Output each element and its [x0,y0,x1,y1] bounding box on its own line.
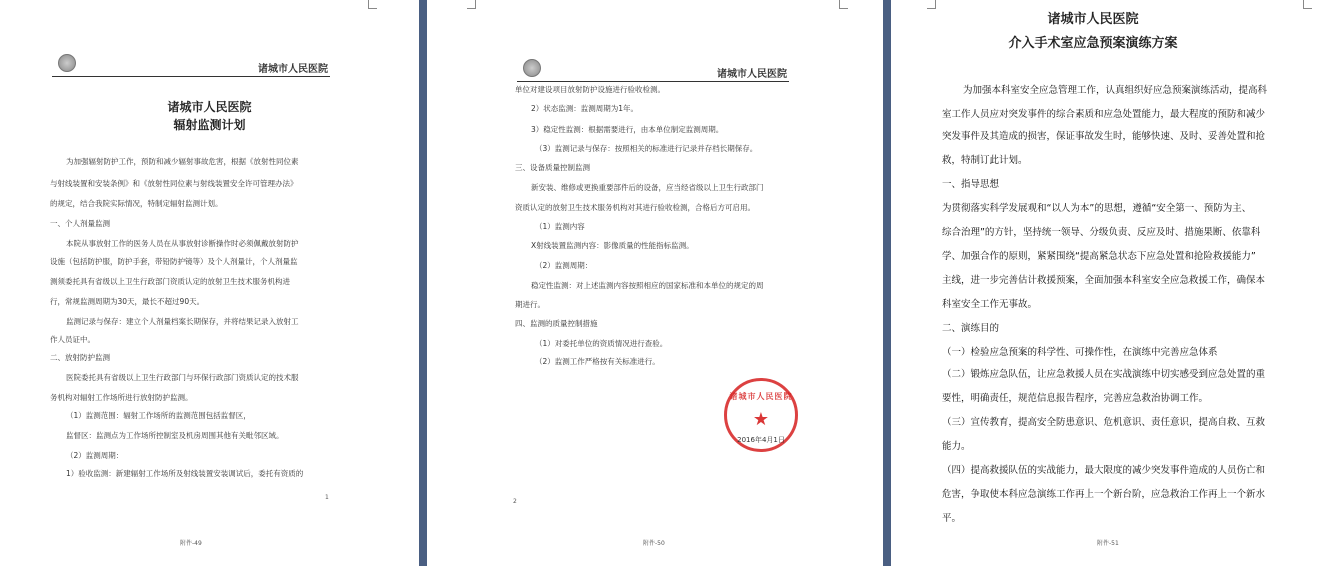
page-gap-left [419,0,427,566]
document-page-3 [891,0,1335,566]
text-line: 二、演练目的 [942,323,1000,334]
text-line: 三、设备质量控制监测 [515,163,590,172]
text-line: 一、指导思想 [942,179,1000,190]
text-line: （3）监测记录与保存：按照相关的标准进行记录并存档长期保存。 [535,144,758,153]
text-line: 主线，进一步完善估计救援预案，全面加强本科室安全应急救援工作，确保本 [942,275,1266,286]
text-line: （1）对委托单位的资质情况进行查验。 [535,339,668,348]
text-line: 二、放射防护监测 [50,353,110,362]
text-line: （一）检验应急预案的科学性、可操作性，在演练中完善应急体系 [942,347,1218,358]
text-line: （1）监测范围：辐射工作场所的监测范围包括监督区， [66,411,251,420]
hospital-logo-icon [58,54,76,72]
seal-date: 2016年4月1日 [737,436,785,444]
page-number: 2 [513,498,517,505]
page-footer: 附件-50 [643,540,665,547]
text-line: 科室安全工作无事故。 [942,299,1038,310]
text-line: 为加强辐射防护工作，预防和减少辐射事故危害，根据《放射性同位素 [66,157,299,166]
page-footer: 附件-51 [1097,540,1119,547]
text-line: 医院委托具有省级以上卫生行政部门与环保行政部门资质认定的技术服 [66,373,299,382]
text-line: 要性，明确责任，规范信息报告程序，完善应急救治协调工作。 [942,393,1209,404]
text-line: （2）监测周期： [535,261,593,270]
text-line: 务机构对辐射工作场所进行放射防护监测。 [50,393,193,402]
page-header [517,57,789,82]
corner-mark [839,0,848,9]
seal-star-icon: ★ [752,409,770,430]
text-line: X射线装置监测内容：影像质量的性能指标监测。 [531,241,694,250]
header-title: 诸城市人民医院 [258,64,328,75]
text-line: 新安装、维修或更换重要部件后的设备，应当经省级以上卫生行政部门 [531,183,764,192]
text-line: 设施（包括防护服，防护手套，带铅防护镜等）及个人剂量计，个人剂量监 [50,257,298,266]
official-seal-stamp [724,378,798,452]
corner-mark [368,0,377,9]
text-line: （四）提高救援队伍的实战能力，最大限度的减少突发事件造成的人员伤亡和 [942,465,1266,476]
header-title: 诸城市人民医院 [717,69,787,80]
text-line: 测须委托具有省级以上卫生行政部门资质认定的放射卫生技术服务机构进 [50,277,290,286]
document-page-1 [0,0,419,566]
text-line: （2）监测周期： [66,451,124,460]
text-line: 一、个人剂量监测 [50,219,110,228]
seal-text: 诸城市人民医院 [729,392,793,401]
text-line: 四、监测的质量控制措施 [515,319,598,328]
page-number: 1 [325,494,329,501]
text-line: 3）稳定性监测：根据需要进行，由本单位制定监测周期。 [531,125,724,134]
doc-title-line1: 诸城市人民医院 [1047,12,1139,27]
doc-title-line2: 介入手术室应急预案演练方案 [1008,36,1178,51]
text-line: 单位对建设项目放射防护设施进行验收检测。 [515,85,665,94]
text-line: 作人员证中。 [50,335,95,344]
text-line: 的规定，结合我院实际情况，特制定辐射监测计划。 [50,199,223,208]
text-line: 为贯彻落实科学发展观和“以人为本”的思想，遵循“安全第一、预防为主、 [942,203,1252,214]
text-line: （三）宣传教育，提高安全防患意识、危机意识、责任意识，提高自救、互救 [942,417,1266,428]
page-footer: 附件-49 [180,540,202,547]
text-line: 救，特制订此计划。 [942,155,1028,166]
text-line: 为加强本科室安全应急管理工作，认真组织好应急预案演练活动，提高科 [963,85,1268,96]
text-line: 平。 [942,513,962,524]
text-line: 监督区：监测点为工作场所控制室及机房周围其他有关毗邻区域。 [66,431,284,440]
text-line: 监测记录与保存：建立个人剂量档案长期保存，并将结果记录入放射工 [66,317,299,326]
page-gap-right [883,0,891,566]
text-line: 室工作人员应对突发事件的综合素质和应急处置能力，最大程度的预防和减少 [942,109,1266,120]
text-line: 突发事件及其造成的损害，保证事故发生时，能够快速、及时、妥善处置和抢 [942,131,1266,142]
text-line: 能力。 [942,441,971,452]
text-line: 期进行。 [515,300,545,309]
text-line: 资质认定的放射卫生技术服务机构对其进行验收检测，合格后方可启用。 [515,203,755,212]
text-line: 危害，争取使本科应急演练工作再上一个新台阶，应急救治工作再上一个新水 [942,489,1266,500]
text-line: （1）监测内容 [535,222,585,231]
text-line: 与射线装置和安装条例》和《放射性同位素与射线装置安全许可管理办法》 [50,179,298,188]
text-line: 2）状态监测：监测周期为1年。 [531,104,639,113]
doc-title-line2: 辐射监测计划 [173,118,246,132]
document-page-2 [427,0,883,566]
text-line: （二）锻炼应急队伍，让应急救援人员在实战演练中切实感受到应急处置的重 [942,369,1266,380]
text-line: 行，常规监测周期为30天，最长不超过90天。 [50,297,205,306]
text-line: 本院从事放射工作的医务人员在从事放射诊断操作时必须佩戴放射防护 [66,239,299,248]
page-header [52,52,330,77]
text-line: 综合治理”的方针，坚持统一领导、分级负责、反应及时、措施果断、依靠科 [942,227,1261,238]
text-line: 稳定性监测：对上述监测内容按照相应的国家标准和本单位的规定的周 [531,281,764,290]
text-line: （2）监测工作严格按有关标准进行。 [535,357,660,366]
doc-title-line1: 诸城市人民医院 [167,100,252,114]
text-line: 学、加强合作的原则，紧紧围绕“提高紧急状态下应急处置和抢险救援能力” [942,251,1256,262]
hospital-logo-icon [523,59,541,77]
corner-mark [467,0,476,9]
text-line: 1）验收监测：新建辐射工作场所及射线装置安装调试后，委托有资质的 [66,469,304,478]
